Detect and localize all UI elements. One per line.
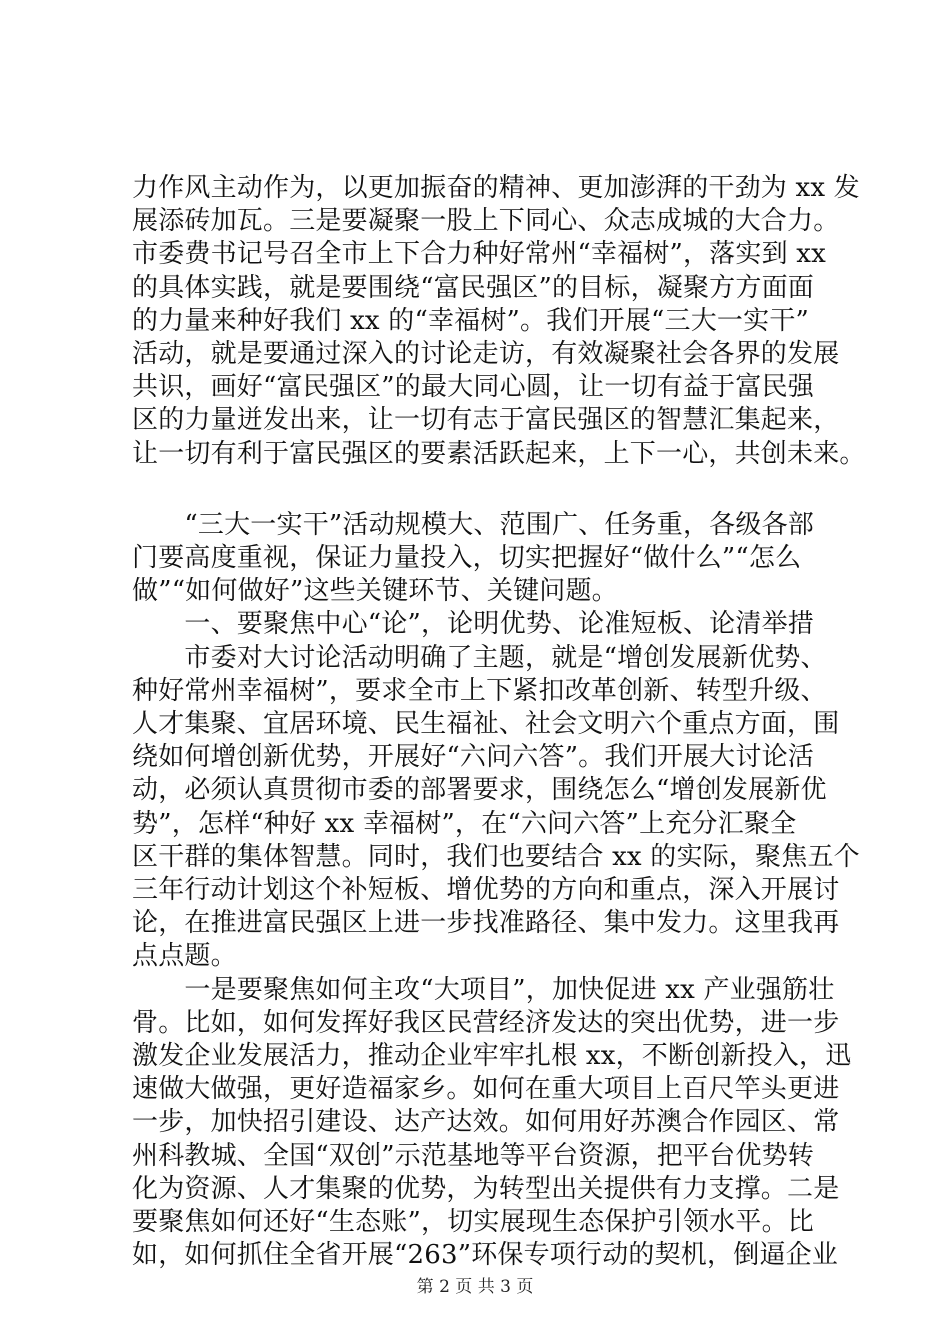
section-heading: 一、要聚焦中心“论”，论明优势、论准短板、论清举措 bbox=[132, 609, 814, 640]
text-line: 人才集聚、宜居环境、民生福祉、社会文明六个重点方面，围 bbox=[132, 709, 840, 739]
text-line: 的力量来种好我们 xx 的“幸福树”。我们开展“三大一实干” bbox=[132, 305, 810, 336]
text-line: 力作风主动作为，以更加振奋的精神、更加澎湃的干劲为 xx 发 bbox=[132, 173, 860, 203]
text-line: 展添砖加瓦。三是要凝聚一股上下同心、众志成城的大合力。 bbox=[132, 206, 840, 237]
text-line: 动，必须认真贯彻市委的部署要求，围绕怎么“增创发展新优 bbox=[132, 775, 827, 806]
text-line: 化为资源、人才集聚的优势，为转型出关提供有力支撑。二是 bbox=[132, 1173, 840, 1204]
text-line: 州科教城、全国“双创”示范基地等平台资源，把平台优势转 bbox=[132, 1140, 814, 1171]
text-line: 区的力量迸发出来，让一切有志于富民强区的智慧汇集起来， bbox=[132, 405, 840, 436]
text-line: 点点题。 bbox=[132, 941, 237, 972]
text-line: 区干群的集体智慧。同时，我们也要结合 xx 的实际，聚焦五个 bbox=[132, 841, 860, 872]
text-line: 做”“如何做好”这些关键环节、关键问题。 bbox=[132, 576, 618, 607]
text-line: 市委费书记号召全市上下合力种好常州“幸福树”，落实到 xx bbox=[132, 239, 826, 270]
text-line: 一步，加快招引建设、达产达效。如何用好苏澳合作园区、常 bbox=[132, 1107, 840, 1138]
text-line: 势”，怎样“种好 xx 幸福树”，在“六问六答”上充分汇聚全 bbox=[132, 808, 797, 839]
text-line: 三年行动计划这个补短板、增优势的方向和重点，深入开展讨 bbox=[132, 875, 840, 905]
text-line: 论，在推进富民强区上进一步找准路径、集中发力。这里我再 bbox=[132, 908, 840, 939]
text-line: 激发企业发展活力，推动企业牢牢扎根 xx，不断创新投入，迅 bbox=[132, 1041, 852, 1071]
page-footer: 第 2 页 共 3 页 bbox=[416, 1277, 534, 1297]
text-line: 绕如何增创新优势，开展好“六问六答”。我们开展大讨论活 bbox=[132, 742, 814, 773]
text-line: 门要高度重视，保证力量投入，切实把握好“做什么”“怎么 bbox=[132, 543, 802, 573]
text-line: 要聚焦如何还好“生态账”，切实展现生态保护引领水平。比 bbox=[132, 1207, 814, 1237]
text-line: 活动，就是要通过深入的讨论走访，有效凝聚社会各界的发展 bbox=[132, 339, 840, 369]
text-line: 一是要聚焦如何主攻“大项目”，加快促进 xx 产业强筋壮 bbox=[132, 974, 835, 1005]
text-line: 的具体实践，就是要围绕“富民强区”的目标，凝聚方方面面 bbox=[132, 272, 814, 303]
text-line: 骨。比如，如何发挥好我区民营经济发达的突出优势，进一步 bbox=[132, 1007, 840, 1038]
text-line: 市委对大讨论活动明确了主题，就是“增创发展新优势、 bbox=[132, 642, 827, 673]
text-line: “三大一实干”活动规模大、范围广、任务重，各级各部 bbox=[132, 509, 814, 540]
text-line: 共识，画好“富民强区”的最大同心圆，让一切有益于富民强 bbox=[132, 372, 814, 403]
text-line-last: 如，如何抓住全省开展“263”环保专项行动的契机，倒逼企业 bbox=[132, 1240, 839, 1271]
text-line: 速做大做强，更好造福家乡。如何在重大项目上百尺竿头更进 bbox=[132, 1074, 840, 1105]
text-line: 种好常州幸福树”，要求全市上下紧扣改革创新、转型升级、 bbox=[132, 675, 827, 706]
text-line: 让一切有利于富民强区的要素活跃起来，上下一心，共创未来。 bbox=[132, 438, 866, 469]
